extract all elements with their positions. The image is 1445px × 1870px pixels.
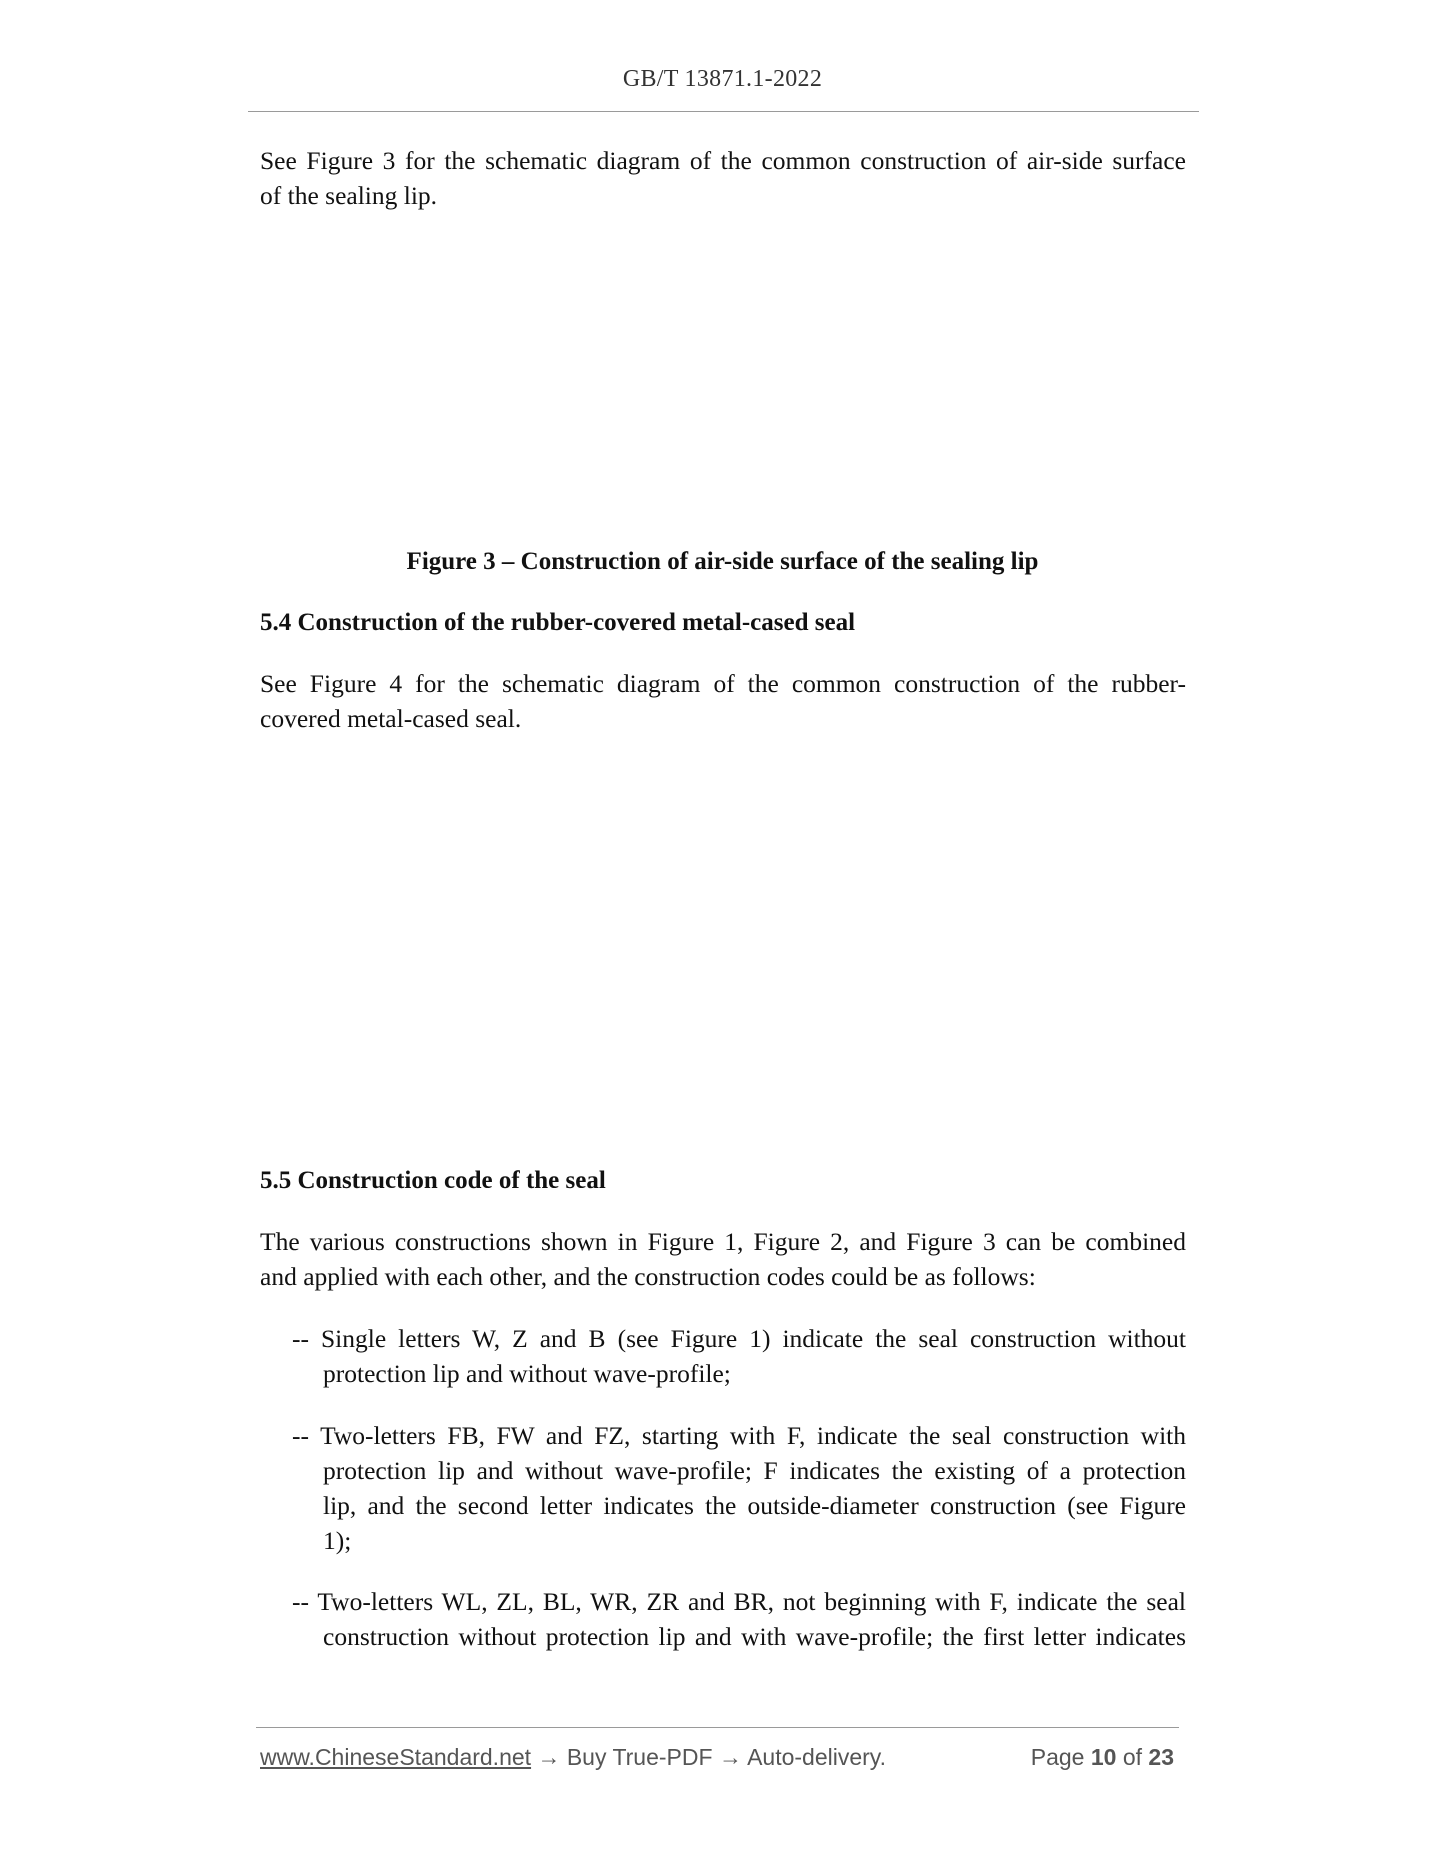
page-label: Page (1030, 1744, 1085, 1770)
arrow-right-icon: → (531, 1744, 567, 1770)
figure-3-caption: Figure 3 – Construction of air-side surface of the sealing lip (406, 548, 1039, 575)
section-5-5-heading: 5.5 Construction code of the seal (260, 1167, 606, 1194)
list-item (292, 1584, 1186, 1654)
section-5-4-heading: 5.4 Construction of the rubber-covered metal-cased seal (260, 609, 856, 636)
list-item (292, 1418, 1186, 1558)
auto-delivery-text: Auto-delivery. (747, 1744, 886, 1770)
section-5-4-line-1: See Figure 4 for the schematic diagram of the common construction of the rubber- (260, 669, 1186, 698)
list-item (292, 1321, 1186, 1391)
section-5-5-line-2: and applied with each other, and the construction codes could be as follows: (260, 1262, 1036, 1291)
footer-divider (256, 1727, 1179, 1728)
list-item-2-line-1: -- Two-letters FB, FW and FZ, starting with F, indicate the seal construction with (292, 1421, 1186, 1450)
buy-true-pdf-text: Buy True-PDF (566, 1744, 713, 1770)
section-5-4-line-2: covered metal-cased seal. (260, 704, 522, 733)
header-divider (248, 111, 1199, 112)
section-5-4-paragraph (260, 666, 1186, 736)
intro-line-2: of the sealing lip. (260, 181, 438, 210)
section-5-5-line-1: The various constructions shown in Figure 1, Figure 2, and Figure 3 can be combined (260, 1227, 1186, 1256)
intro-line-1: See Figure 3 for the schematic diagram of the common construction of air-side surface (260, 146, 1186, 175)
list-item-2-line-3: lip, and the second letter indicates the outside-diameter construction (see Figure (323, 1491, 1186, 1520)
section-5-5-paragraph (260, 1224, 1186, 1294)
list-item-3-line-2: construction without protection lip and with wave-profile; the first letter indicates (323, 1622, 1186, 1651)
header-standard-code: GB/T 13871.1-2022 (622, 66, 823, 92)
footer (260, 1744, 1186, 1776)
list-item-1-line-2: protection lip and without wave-profile; (323, 1359, 731, 1388)
site-link[interactable]: www.ChineseStandard.net (260, 1744, 532, 1770)
page-total: 23 (1148, 1744, 1174, 1770)
page-current: 10 (1090, 1744, 1117, 1770)
arrow-right-icon: → (712, 1744, 748, 1770)
figure-3-area (260, 225, 1186, 525)
list-item-2-line-2: protection lip and without wave-profile; F indicates the existing of a protection (323, 1456, 1186, 1485)
figure-4-area (260, 750, 1186, 1150)
intro-paragraph (260, 143, 1186, 213)
list-item-2-line-4: 1); (323, 1526, 352, 1555)
page-indicator (1031, 1744, 1174, 1771)
list-item-1-line-1: -- Single letters W, Z and B (see Figure 1) indicate the seal construction without (292, 1324, 1186, 1353)
page-of-label: of (1122, 1744, 1143, 1770)
list-item-3-line-1: -- Two-letters WL, ZL, BL, WR, ZR and BR, not beginning with F, indicate the seal (292, 1587, 1186, 1616)
